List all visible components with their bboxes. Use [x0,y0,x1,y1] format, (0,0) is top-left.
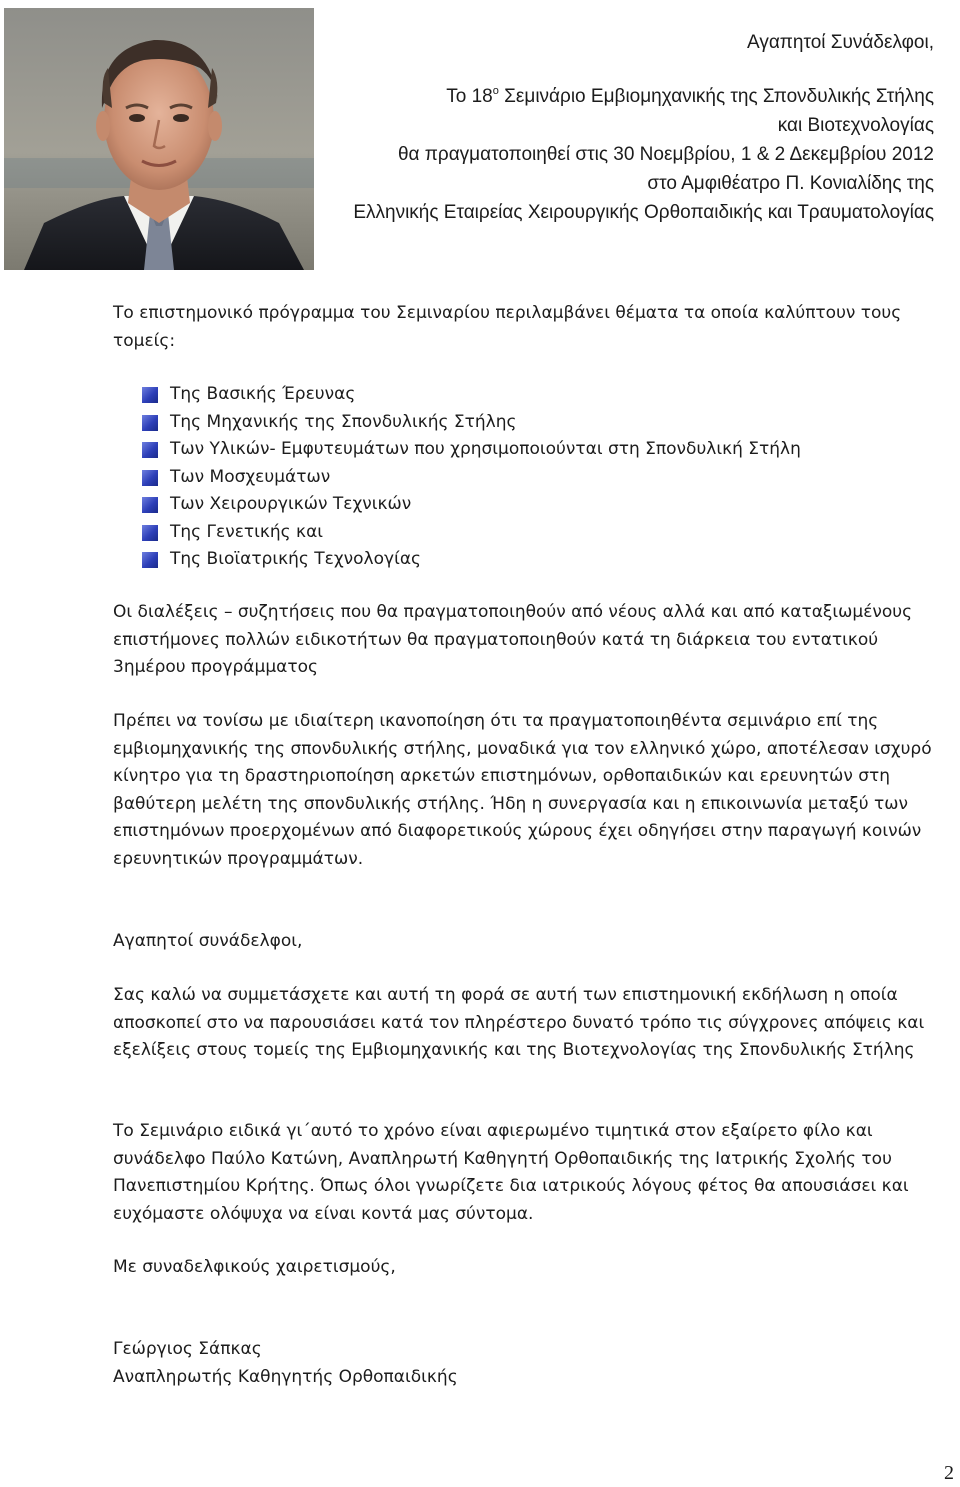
list-item [142,491,922,519]
square-bullet-icon [142,387,158,403]
invitation-paragraph: Σας καλώ να συμμετάσχετε και αυτή τη φορά σε αυτή των επιστημονική εκδήλωση η οποία αποσκοπεί στο να παρουσιάσει κατά τον πληρέστερο δυνατό τρόπο τις σύγχρονες απόψεις και εξελίξεις στους τομείς της Εμβιομηχανικής και της Βιοτεχνολογίας της Σπονδυλικής Στήλης [113,985,925,1060]
ordinal-superscript: ο [492,85,499,97]
header-line-3: θα πραγματοποιηθεί στις 30 Νοεμβρίου, 1 & 2 Δεκεμβρίου 2012 [397,144,934,165]
square-bullet-icon [142,525,158,541]
square-bullet-icon [142,497,158,513]
signature-name: Γεώργιος Σάπκας [113,1339,262,1359]
list-item [142,381,922,409]
intro-paragraph: Το επιστημονικό πρόγραμμα του Σεμιναρίου περιλαμβάνει θέματα τα οποία καλύπτουν τους τομείς: [113,303,902,351]
square-bullet-icon [142,415,158,431]
event-header [314,28,934,227]
topic-label: Των Χειρουργικών Τεχνικών [170,494,412,514]
header-line-1-pre: Το 18 [446,86,493,107]
header-line-1-post: Σεμινάριο Εμβιομηχανικής της Σπονδυλικής Στήλης [498,86,934,107]
dedication-paragraph: Το Σεμινάριο ειδικά γι΄αυτό το χρόνο είναι αφιερωμένο τιμητικά στον εξαίρετο φίλο και συνάδελφο Παύλο Κατώνη, Αναπληρωτή Καθηγητή Ορθοπαιδικής της Ιατρικής Σχολής του Πανεπιστημίου Κρήτης. Όπως όλοι γνωρίζετε δια ιατρικούς λόγους φέτος θα απουσιάσει και ευχόμαστε ολόψυχα να είναι κοντά μας σύντομα. [113,1121,909,1224]
list-item [142,519,922,547]
square-bullet-icon [142,552,158,568]
square-bullet-icon [142,442,158,458]
topic-label: Της Βιοϊατρικής Τεχνολογίας [170,549,422,569]
header-line-2: και Βιοτεχνολογίας [777,115,934,136]
topic-label: Της Μηχανικής της Σπονδυλικής Στήλης [170,411,517,432]
topic-label: Της Βασικής Έρευνας [170,384,356,404]
second-greeting: Αγαπητοί συνάδελφοι, [113,931,303,951]
signature-block [113,1336,933,1391]
list-item [142,546,922,574]
topics-list [142,381,922,574]
signature-title: Αναπληρωτής Καθηγητής Ορθοπαιδικής [113,1366,458,1387]
header-line-4: στο Αμφιθέατρο Π. Κονιαλίδης της [647,173,934,194]
lectures-paragraph: Οι διαλέξεις – συζητήσεις που θα πραγματοποιηθούν από νέους αλλά και από καταξιωμένους επιστήμονες πολλών ειδικοτήτων θα πραγματοποιηθούν κατά τη διάρκεια του εντατικού 3ημέρου προγράμματος [113,602,913,677]
topic-label: Της Γενετικής και [170,521,324,542]
topic-label: Των Μοσχευμάτων [170,466,331,487]
header-greeting: Αγαπητοί Συνάδελφοι, [746,32,934,53]
author-portrait [4,8,314,270]
list-item [142,464,922,492]
header-line-1 [314,82,934,111]
closing-salutation: Με συναδελφικούς χαιρετισμούς, [113,1257,396,1277]
list-item [142,409,922,437]
topic-label: Των Υλικών- Εμφυτευμάτων που χρησιμοποιούνται στη Σπονδυλική Στήλη [170,439,801,459]
square-bullet-icon [142,470,158,486]
satisfaction-paragraph: Πρέπει να τονίσω με ιδιαίτερη ικανοποίηση ότι τα πραγματοποιηθέντα σεμινάριο επί της εμβιομηχανικής της σπονδυλικής στήλης, μοναδικά για τον ελληνικό χώρο, αποτέλεσαν ισχυρό κίνητρο για τη δραστηριοποίηση αρκετών επιστημόνων, ορθοπαιδικών και ερευνητών στη βαθύτερη μελέτη της σπονδυλικής στήλης. Ήδη η συνεργασία και η επικοινωνία μεταξύ των επιστημόνων προερχομένων από διαφορετικούς χώρους έχει οδηγήσει στην παραγωγή κοινών ερευνητικών προγραμμάτων. [113,711,932,869]
page-number: 2 [944,1462,954,1484]
list-item [142,436,922,464]
header-line-5: Ελληνικής Εταιρείας Χειρουργικής Ορθοπαιδικής και Τραυματολογίας [353,202,934,223]
